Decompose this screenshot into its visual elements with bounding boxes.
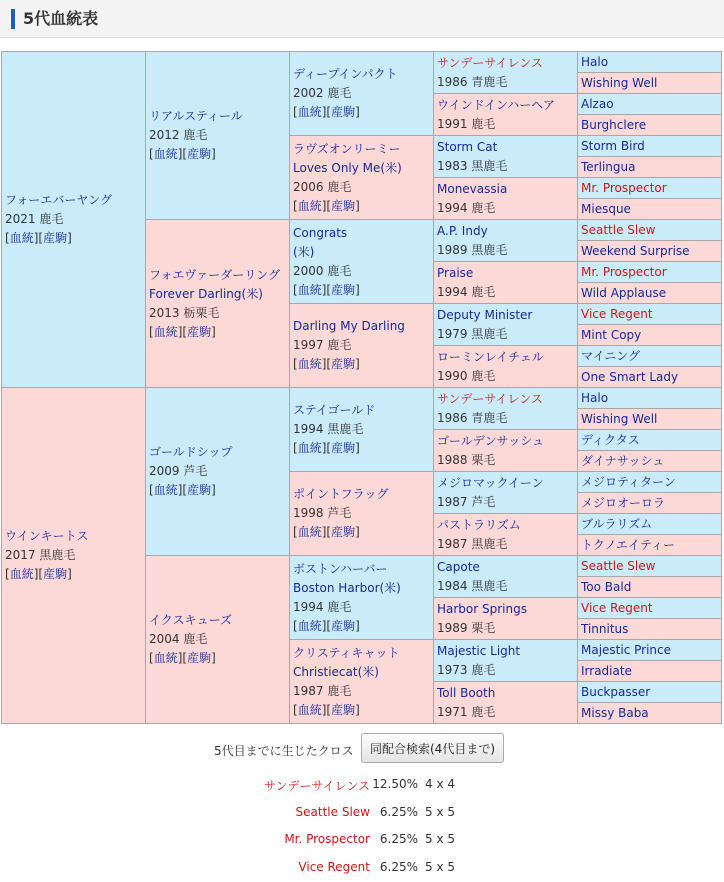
horse-name-link[interactable]: Capote xyxy=(437,559,480,574)
horse-foreign-name-link[interactable]: Christiecat(米) xyxy=(293,664,379,679)
pedigree-cell-gen3 xyxy=(290,220,434,304)
horse-name-link[interactable]: Missy Baba xyxy=(581,705,649,720)
cross-percentage: 6.25% xyxy=(379,832,418,846)
pedigree-cell-gen3 xyxy=(290,556,434,640)
pedigree-cell-gen4 xyxy=(434,514,578,556)
horse-name-link[interactable]: Mint Copy xyxy=(581,327,642,342)
horse-name-link[interactable]: Alzao xyxy=(581,96,614,111)
offspring-link[interactable]: 産駒 xyxy=(187,324,212,339)
cross-generation: 5 x 5 xyxy=(425,832,455,846)
pedigree-cell-gen3 xyxy=(290,304,434,388)
horse-year-color: 1994 鹿毛 xyxy=(437,200,496,215)
horse-name-link[interactable]: クリスティキャット xyxy=(293,645,400,660)
horse-name-link[interactable]: Toll Booth xyxy=(437,685,496,700)
horse-name-link[interactable]: ローミンレイチェル xyxy=(437,349,544,364)
horse-name-link[interactable]: Majestic Prince xyxy=(581,642,672,657)
pedigree-link[interactable]: 血統 xyxy=(297,357,322,371)
pedigree-cell-gen3 xyxy=(290,388,434,472)
horse-name-link[interactable]: Seattle Slew xyxy=(581,222,656,237)
horse-name-link[interactable]: メジロマックイーン xyxy=(437,475,544,490)
horse-year-color: 2009 芦毛 xyxy=(149,464,208,478)
pedigree-link[interactable]: 血統 xyxy=(153,147,178,161)
horse-name-link[interactable]: Darling My Darling xyxy=(293,319,405,333)
horse-year-color: 1989 黒鹿毛 xyxy=(437,242,508,257)
cross-generation: 5 x 5 xyxy=(425,860,455,874)
pedigree-cell-gen2 xyxy=(146,52,290,220)
pedigree-cell-gen4 xyxy=(434,640,578,682)
pedigree-link[interactable]: 血統 xyxy=(297,198,322,213)
pedigree-cell-gen3 xyxy=(290,472,434,556)
horse-links: [血統][産駒] xyxy=(149,651,216,665)
horse-name-link[interactable]: Wishing Well xyxy=(581,75,658,90)
pedigree-link[interactable]: 血統 xyxy=(297,282,322,297)
offspring-link[interactable]: 産駒 xyxy=(187,483,212,497)
pedigree-cell-gen5 xyxy=(578,430,722,451)
horse-links: [血統][産駒] xyxy=(149,147,216,161)
horse-links: [血統][産駒] xyxy=(293,198,360,213)
offspring-link[interactable]: 産駒 xyxy=(187,147,212,161)
horse-year-color: 2012 鹿毛 xyxy=(149,128,208,142)
horse-name-link[interactable]: ブルラリズム xyxy=(581,516,653,531)
horse-foreign-name-link[interactable]: (米) xyxy=(293,244,315,259)
horse-name-link[interactable]: Halo xyxy=(581,54,609,69)
pedigree-cell-gen5 xyxy=(578,577,722,598)
pedigree-cell-gen4 xyxy=(434,220,578,262)
horse-year-color: 1984 黒鹿毛 xyxy=(437,578,508,593)
pedigree-cell-gen5 xyxy=(578,220,722,241)
title-accent-bar xyxy=(11,9,15,29)
horse-name-link[interactable]: Wild Applause xyxy=(581,285,667,300)
pedigree-link[interactable]: 血統 xyxy=(9,231,34,245)
pedigree-cell-gen4 xyxy=(434,304,578,346)
horse-name-link[interactable]: ボストンハーバー xyxy=(293,561,388,576)
horse-links: [血統][産駒] xyxy=(149,483,216,497)
pedigree-cell-gen5 xyxy=(578,556,722,577)
pedigree-cell-gen3 xyxy=(290,136,434,220)
horse-foreign-name-link[interactable]: Loves Only Me(米) xyxy=(293,160,402,175)
horse-year-color: 2000 鹿毛 xyxy=(293,263,352,278)
horse-links: [血統][産駒] xyxy=(293,702,360,717)
horse-links: [血統][産駒] xyxy=(293,618,360,633)
horse-name-link[interactable]: Miesque xyxy=(581,201,631,216)
pedigree-cell-gen5 xyxy=(578,367,722,388)
pedigree-cell-gen2 xyxy=(146,556,290,724)
horse-year-color: 1979 黒鹿毛 xyxy=(437,326,508,341)
horse-name-link[interactable]: Congrats xyxy=(293,225,348,240)
horse-year-color: 1986 青鹿毛 xyxy=(437,410,508,425)
horse-year-color: 1988 栗毛 xyxy=(437,452,496,467)
pedigree-cell-gen5 xyxy=(578,52,722,73)
horse-name-link[interactable]: ウインドインハーヘア xyxy=(437,97,555,112)
pedigree-cell-gen4 xyxy=(434,430,578,472)
pedigree-cell-gen4 xyxy=(434,472,578,514)
pedigree-cell-gen5 xyxy=(578,388,722,409)
cross-horse-link[interactable]: Seattle Slew xyxy=(295,805,370,819)
horse-year-color: 1987 黒鹿毛 xyxy=(437,536,508,551)
horse-name-link[interactable]: メジロオーロラ xyxy=(581,495,666,510)
pedigree-cell-gen4 xyxy=(434,262,578,304)
offspring-link[interactable]: 産駒 xyxy=(43,231,68,245)
cross-percentage: 6.25% xyxy=(379,805,418,819)
pedigree-link[interactable]: 血統 xyxy=(9,567,34,581)
horse-name-link[interactable]: ダイナサッシュ xyxy=(581,453,665,468)
horse-name-link[interactable]: フォエヴァーダーリング xyxy=(149,267,281,282)
pedigree-cell-gen5 xyxy=(578,262,722,283)
horse-name-link[interactable]: Vice Regent xyxy=(581,306,653,321)
pedigree-cell-gen5 xyxy=(578,682,722,703)
offspring-link[interactable]: 産駒 xyxy=(331,441,356,455)
horse-name-link[interactable]: ディクタス xyxy=(581,432,640,447)
offspring-link[interactable]: 産駒 xyxy=(331,105,356,119)
horse-year-color: 1987 鹿毛 xyxy=(293,683,352,698)
horse-year-color: 2006 鹿毛 xyxy=(293,179,352,194)
pedigree-link[interactable]: 血統 xyxy=(297,441,322,455)
horse-year-color: 1998 芦毛 xyxy=(293,506,352,520)
horse-links: [血統][産駒] xyxy=(5,567,72,581)
horse-year-color: 1994 鹿毛 xyxy=(437,284,496,299)
cross-horse-link[interactable]: Vice Regent xyxy=(298,860,370,874)
horse-year-color: 1994 黒鹿毛 xyxy=(293,422,364,436)
pedigree-link[interactable]: 血統 xyxy=(297,702,322,717)
pedigree-cell-gen1 xyxy=(2,388,146,724)
pedigree-cell-gen5 xyxy=(578,640,722,661)
cross-row xyxy=(0,805,724,823)
horse-year-color: 1973 鹿毛 xyxy=(437,662,496,677)
horse-name-link[interactable]: A.P. Indy xyxy=(437,223,488,238)
offspring-link[interactable]: 産駒 xyxy=(331,198,356,213)
horse-name-link[interactable]: マイニング xyxy=(581,348,641,363)
horse-name-link[interactable]: イクスキューズ xyxy=(149,613,233,627)
horse-name-link[interactable]: ゴールドシップ xyxy=(149,445,233,459)
pedigree-cell-gen4 xyxy=(434,94,578,136)
pedigree-link[interactable]: 血統 xyxy=(297,618,322,633)
cross-generation: 5 x 5 xyxy=(425,805,455,819)
horse-name-link[interactable]: Irradiate xyxy=(581,663,632,678)
horse-name-link[interactable]: サンデーサイレンス xyxy=(437,55,543,70)
pedigree-cell-gen5 xyxy=(578,136,722,157)
pedigree-cell-gen5 xyxy=(578,598,722,619)
cross-percentage: 6.25% xyxy=(379,860,418,874)
pedigree-cell-gen5 xyxy=(578,493,722,514)
horse-name-link[interactable]: Storm Cat xyxy=(437,139,498,154)
horse-year-color: 2017 黒鹿毛 xyxy=(5,548,76,562)
horse-name-link[interactable]: サンデーサイレンス xyxy=(437,391,543,406)
horse-name-link[interactable]: Praise xyxy=(437,265,474,280)
horse-name-link[interactable]: Seattle Slew xyxy=(581,558,656,573)
pedigree-cell-gen5 xyxy=(578,451,722,472)
pedigree-link[interactable]: 血統 xyxy=(153,483,178,497)
horse-links: [血統][産駒] xyxy=(149,324,216,339)
horse-name-link[interactable]: リアルスティール xyxy=(149,109,243,123)
offspring-link[interactable]: 産駒 xyxy=(331,357,356,371)
horse-year-color: 1991 鹿毛 xyxy=(437,116,496,131)
pedigree-cell-gen4 xyxy=(434,346,578,388)
horse-year-color: 1997 鹿毛 xyxy=(293,338,352,352)
offspring-link[interactable]: 産駒 xyxy=(331,618,356,633)
horse-year-color: 1986 青鹿毛 xyxy=(437,74,508,89)
pedigree-link[interactable]: 血統 xyxy=(297,525,322,539)
pedigree-cell-gen4 xyxy=(434,52,578,94)
cross-percentage: 12.50% xyxy=(372,777,418,791)
pedigree-cell-gen5 xyxy=(578,325,722,346)
horse-name-link[interactable]: トクノエイティー xyxy=(581,537,675,552)
horse-links: [血統][産駒] xyxy=(293,441,360,455)
horse-name-link[interactable]: Terlingua xyxy=(581,159,636,174)
horse-links: [血統][産駒] xyxy=(293,357,360,371)
horse-links: [血統][産駒] xyxy=(293,282,360,297)
cross-horse-link[interactable]: Mr. Prospector xyxy=(284,832,370,846)
horse-name-link[interactable]: Weekend Surprise xyxy=(581,243,690,258)
pedigree-cell-gen5 xyxy=(578,304,722,325)
horse-year-color: 1983 黒鹿毛 xyxy=(437,158,508,173)
pedigree-cell-gen5 xyxy=(578,178,722,199)
cross-horse-link[interactable]: サンデーサイレンス xyxy=(264,779,370,793)
pedigree-cell-gen2 xyxy=(146,388,290,556)
pedigree-cell-gen5 xyxy=(578,283,722,304)
horse-name-link[interactable]: Too Bald xyxy=(581,579,632,594)
offspring-link[interactable]: 産駒 xyxy=(187,651,212,665)
pedigree-cell-gen5 xyxy=(578,535,722,556)
pedigree-cell-gen4 xyxy=(434,598,578,640)
offspring-link[interactable]: 産駒 xyxy=(43,567,68,581)
horse-links: [血統][産駒] xyxy=(293,105,360,119)
cross-generation: 4 x 4 xyxy=(425,777,455,791)
horse-year-color: 1990 鹿毛 xyxy=(437,368,496,383)
horse-name-link[interactable]: Storm Bird xyxy=(581,138,645,153)
horse-name-link[interactable]: Monevassia xyxy=(437,181,508,196)
horse-year-color: 1994 鹿毛 xyxy=(293,599,352,614)
pedigree-cell-gen4 xyxy=(434,388,578,430)
pedigree-cell-gen1 xyxy=(2,52,146,388)
horse-name-link[interactable]: パストラリズム xyxy=(437,517,521,532)
horse-name-link[interactable]: ウインキートス xyxy=(5,529,89,543)
horse-year-color: 1987 芦毛 xyxy=(437,494,496,509)
horse-name-link[interactable]: フォーエバーヤング xyxy=(5,193,113,207)
offspring-link[interactable]: 産駒 xyxy=(331,282,356,297)
pedigree-cell-gen3 xyxy=(290,640,434,724)
horse-year-color: 2021 鹿毛 xyxy=(5,212,64,226)
pedigree-cell-gen5 xyxy=(578,94,722,115)
horse-name-link[interactable]: Mr. Prospector xyxy=(581,180,667,195)
horse-name-link[interactable]: One Smart Lady xyxy=(581,369,679,384)
horse-name-link[interactable]: Halo xyxy=(581,390,609,405)
pedigree-cell-gen5 xyxy=(578,619,722,640)
horse-year-color: 2013 栃栗毛 xyxy=(149,305,220,320)
horse-name-link[interactable]: Buckpasser xyxy=(581,684,651,699)
offspring-link[interactable]: 産駒 xyxy=(331,702,356,717)
pedigree-cell-gen4 xyxy=(434,556,578,598)
pedigree-cell-gen5 xyxy=(578,514,722,535)
pedigree-cell-gen3 xyxy=(290,52,434,136)
pedigree-cell-gen5 xyxy=(578,409,722,430)
pedigree-table xyxy=(1,51,722,724)
horse-links: [血統][産駒] xyxy=(5,231,72,245)
pedigree-cell-gen2 xyxy=(146,220,290,388)
pedigree-cell-gen5 xyxy=(578,703,722,724)
horse-name-link[interactable]: ステイゴールド xyxy=(293,403,376,417)
horse-name-link[interactable]: Majestic Light xyxy=(437,643,521,658)
horse-name-link[interactable]: Deputy Minister xyxy=(437,307,533,322)
horse-name-link[interactable]: ゴールデンサッシュ xyxy=(437,433,545,448)
pedigree-cell-gen5 xyxy=(578,472,722,493)
horse-year-color: 2002 鹿毛 xyxy=(293,86,352,100)
pedigree-cell-gen5 xyxy=(578,661,722,682)
horse-links: [血統][産駒] xyxy=(293,525,360,539)
page-title: 5代血統表 xyxy=(23,9,99,28)
horse-name-link[interactable]: Vice Regent xyxy=(581,600,653,615)
horse-year-color: 1989 栗毛 xyxy=(437,620,496,635)
pedigree-link[interactable]: 血統 xyxy=(297,105,322,119)
pedigree-cell-gen5 xyxy=(578,199,722,220)
horse-name-link[interactable]: Wishing Well xyxy=(581,411,658,426)
section-header xyxy=(0,0,724,38)
horse-name-link[interactable]: ディープインパクト xyxy=(293,67,398,81)
pedigree-cell-gen4 xyxy=(434,136,578,178)
horse-name-link[interactable]: Harbor Springs xyxy=(437,601,527,616)
pedigree-link[interactable]: 血統 xyxy=(153,651,178,665)
horse-name-link[interactable]: ラヴズオンリーミー xyxy=(293,141,401,156)
horse-name-link[interactable]: Burghclere xyxy=(581,117,647,132)
offspring-link[interactable]: 産駒 xyxy=(331,525,356,539)
pedigree-cell-gen5 xyxy=(578,346,722,367)
pedigree-cell-gen5 xyxy=(578,73,722,94)
horse-foreign-name-link[interactable]: Boston Harbor(米) xyxy=(293,580,401,595)
horse-foreign-name-link[interactable]: Forever Darling(米) xyxy=(149,286,263,301)
cross-row xyxy=(0,832,724,850)
horse-name-link[interactable]: Tinnitus xyxy=(581,621,629,636)
horse-year-color: 2004 鹿毛 xyxy=(149,632,208,646)
horse-year-color: 1971 鹿毛 xyxy=(437,704,496,719)
horse-name-link[interactable]: ポイントフラッグ xyxy=(293,487,389,501)
pedigree-cell-gen5 xyxy=(578,115,722,136)
pedigree-cell-gen5 xyxy=(578,241,722,262)
pedigree-cell-gen4 xyxy=(434,682,578,724)
cross-row xyxy=(0,860,724,878)
pedigree-cell-gen4 xyxy=(434,178,578,220)
horse-name-link[interactable]: Mr. Prospector xyxy=(581,264,667,279)
cross-label: 5代目までに生じたクロス xyxy=(214,744,354,758)
horse-name-link[interactable]: メジロティターン xyxy=(581,474,676,489)
same-breeding-search-button[interactable]: 同配合検索(4代目まで) xyxy=(361,733,504,763)
pedigree-cell-gen5 xyxy=(578,157,722,178)
pedigree-link[interactable]: 血統 xyxy=(153,324,178,339)
cross-row xyxy=(0,777,724,795)
